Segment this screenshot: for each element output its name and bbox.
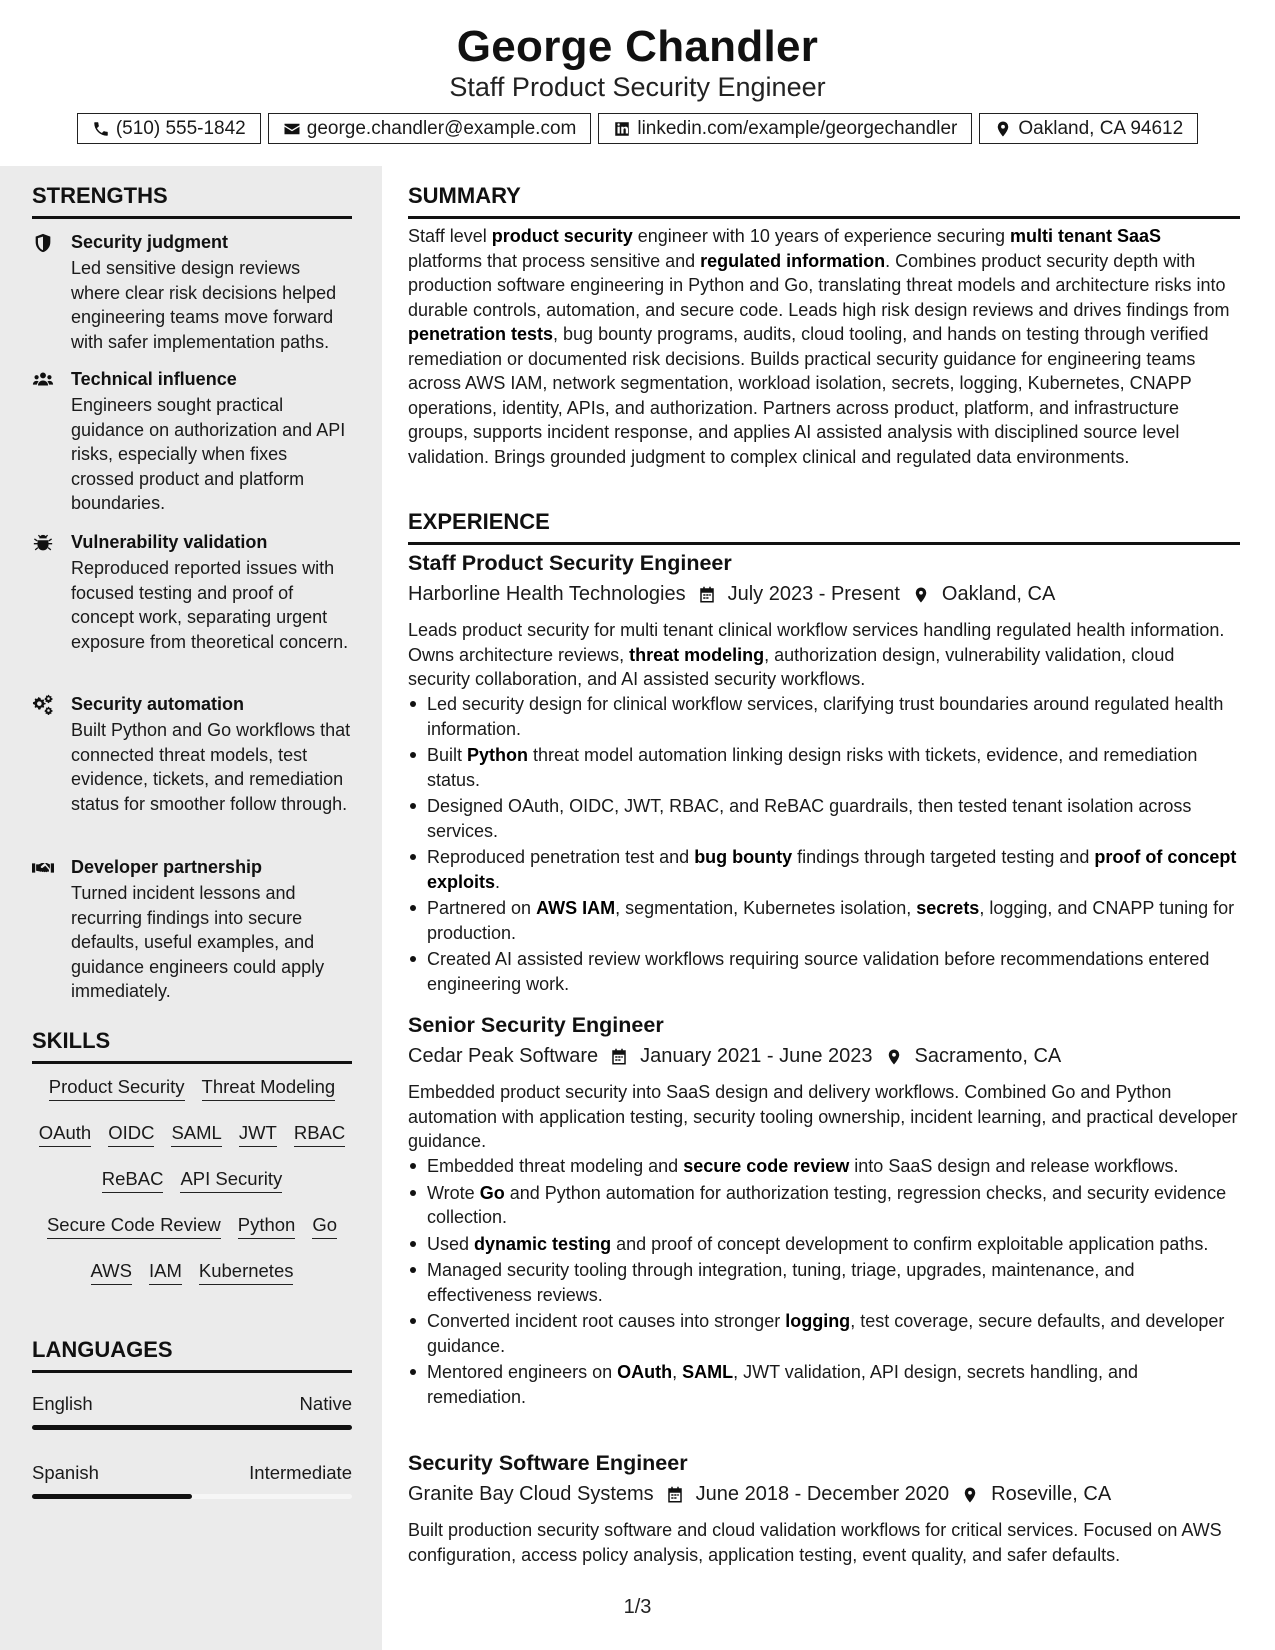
language-level-bar [32,1494,352,1499]
skill-tag: Threat Modeling [202,1076,336,1101]
calendar-icon [610,1047,628,1067]
strength-desc: Built Python and Go workflows that connected threat models, test evidence, tickets, and remediation status for smoother follow through. [71,720,351,814]
bug-icon [32,532,54,554]
strength-title: Developer partnership [71,857,263,877]
strength-desc: Turned incident lessons and recurring findings into secure defaults, useful examples, and guidance engineers could apply immediately. [71,883,325,1001]
job-title: Senior Security Engineer [408,1013,664,1037]
strength-item [32,530,352,654]
bullet-item: Mentored engineers on OAuth, SAML, JWT validation, API design, secrets handling, and remediation. [408,1360,1240,1409]
job-company: Harborline Health Technologies [408,583,686,605]
bold-term: logging [785,1311,851,1331]
bullet-item: Wrote Go and Python automation for authorization testing, regression checks, and security evidence collection. [408,1181,1240,1230]
bullet-item: Partnered on AWS IAM, segmentation, Kubernetes isolation, secrets, logging, and CNAPP tuning for production. [408,896,1240,945]
contact-bar [0,113,1275,144]
summary-heading: SUMMARY [408,183,1240,219]
strength-title: Technical influence [71,369,237,389]
job-meta [408,583,1055,606]
language-level: Native [299,1393,352,1414]
page-number: 1/3 [623,1596,652,1618]
skill-tag: API Security [180,1168,282,1193]
bold-term: multi tenant SaaS [1009,226,1161,246]
strength-item [32,855,352,1004]
strength-title: Security automation [71,694,245,714]
bullet-item: Embedded threat modeling and secure code review into SaaS design and release workflows. [408,1154,1240,1179]
job-meta [408,1045,1061,1068]
calendar-icon [698,585,716,605]
bold-term: Python [467,745,529,765]
bold-term: Go [479,1182,505,1203]
job-company: Cedar Peak Software [408,1045,599,1067]
skill-tag: OAuth [39,1122,91,1147]
candidate-title: Staff Product Security Engineer [449,72,826,102]
language-item [32,1393,352,1430]
map-pin-icon [994,120,1012,138]
strength-title: Vulnerability validation [71,532,268,552]
bullet-item: Created AI assisted review workflows requiring source validation before recommendations entered engineering work. [408,947,1240,996]
bullet-item: Reproduced penetration test and bug bounty findings through targeted testing and proof of concept exploits. [408,845,1240,894]
language-level-bar [32,1425,352,1430]
bullet-item: Converted incident root causes into stronger logging, test coverage, secure defaults, and developer guidance. [408,1309,1240,1358]
strength-desc: Led sensitive design reviews where clear risk decisions helped engineering teams move forward with safer implementation paths. [71,258,337,352]
job-location: Roseville, CA [991,1483,1112,1505]
bold-term: product security [491,226,633,246]
bold-term: bug bounty [694,847,793,867]
shield-icon [32,232,54,254]
strengths-heading: STRENGTHS [32,183,352,219]
skill-tag: Python [238,1214,296,1239]
skill-tag: ReBAC [102,1168,164,1193]
strength-desc: Engineers sought practical guidance on authorization and API risks, especially when fixes crossed product and platform boundaries. [71,395,346,513]
resume-header [0,0,1275,166]
strength-desc: Reproduced reported issues with focused testing and proof of concept work, separating urgent exposure from theoretical concern. [71,558,349,652]
language-level: Intermediate [249,1462,352,1483]
job-intro: Leads product security for multi tenant clinical workflow services handling regulated health information. Owns architecture reviews, threat modeling, authorization design, vulnerability validation, cloud security collaboration, and AI assisted security workflows. [408,620,1225,689]
job-dates: July 2023 - Present [727,583,900,605]
strength-item [32,367,352,516]
linkedin-icon [613,120,631,138]
job-intro: Embedded product security into SaaS design and delivery workflows. Combined Go and Python automation with application testing, security tooling ownership, incident learning, and practical developer guidance. [408,1082,1238,1151]
gears-icon [32,694,54,716]
bold-term: dynamic testing [474,1233,612,1254]
bullet-item: Managed security tooling through integration, tuning, triage, upgrades, maintenance, and effectiveness reviews. [408,1258,1240,1307]
skill-tag: IAM [149,1260,182,1285]
bold-term: threat modeling [629,644,765,665]
language-item [32,1462,352,1499]
skill-tag: RBAC [294,1122,345,1147]
job-bullets [408,1154,1240,1411]
job-location: Sacramento, CA [914,1045,1062,1067]
job-company: Granite Bay Cloud Systems [408,1483,654,1505]
skill-tag: Secure Code Review [47,1214,221,1239]
job-dates: January 2021 - June 2023 [640,1045,873,1067]
contact-location [979,113,1198,144]
skill-tag: OIDC [108,1122,154,1147]
contact-linkedin[interactable] [598,113,972,144]
bold-term: AWS IAM [536,898,616,918]
candidate-name: George Chandler [456,22,819,71]
contact-email-text: george.chandler@example.com [306,117,577,139]
language-name: English [32,1393,93,1414]
strength-item [32,692,352,816]
skill-tag: Go [312,1214,337,1239]
job-title: Security Software Engineer [408,1451,688,1475]
job-bullets [408,692,1240,998]
skill-tag: Kubernetes [199,1260,294,1285]
summary-text: Staff level product security engineer with 10 years of experience securing multi tenant SaaS platforms that process sensitive and regulated information. Combines product security depth with production software engineering in Python and Go, translating threat models and architecture risks into durable controls, automation, and secure code. Leads high risk design reviews and drives findings from penetration tests, bug bounty programs, audits, cloud tooling, and hands on testing through verified remediation or documented risk decisions. Builds practical security guidance for engineering teams across AWS IAM, network segmentation, workload isolation, secrets, logging, Kubernetes, CNAPP operations, identity, APIs, and authorization. Partners across product, platform, and infrastructure groups, supports incident response, and applies AI assisted analysis with disciplined source level validation. Brings grounded judgment to complex clinical and regulated data environments. [408,226,1230,467]
handshake-icon [32,857,54,879]
bold-term: secrets [916,898,980,918]
bullet-item: Led security design for clinical workflow services, clarifying trust boundaries around regulated health information. [408,692,1240,741]
job-title: Staff Product Security Engineer [408,551,732,575]
skills-heading: SKILLS [32,1028,352,1064]
job-location: Oakland, CA [941,583,1056,605]
bullet-item: Built Python threat model automation linking design risks with tickets, evidence, and remediation status. [408,743,1240,792]
strength-title: Security judgment [71,232,229,252]
skill-tag: SAML [171,1122,221,1147]
map-pin-icon [912,585,930,605]
bold-term: secure code review [683,1156,850,1176]
experience-heading: EXPERIENCE [408,509,1240,545]
skill-tag: AWS [91,1260,132,1285]
languages-heading: LANGUAGES [32,1337,352,1373]
skill-tag: Product Security [49,1076,185,1101]
language-level-fill [32,1494,192,1499]
skills-list [32,1076,352,1285]
language-level-fill [32,1425,352,1430]
contact-phone[interactable] [77,113,261,144]
skill-tag: JWT [239,1122,277,1147]
contact-location-text: Oakland, CA 94612 [1018,117,1184,139]
bold-term: SAML [682,1362,734,1382]
strength-item [32,230,352,354]
bold-term: penetration tests [408,324,554,344]
contact-email[interactable] [268,113,592,144]
phone-icon [92,120,110,138]
map-pin-icon [885,1047,903,1067]
contact-linkedin-text: linkedin.com/example/georgechandler [637,117,958,139]
envelope-icon [283,120,301,138]
users-icon [32,369,54,391]
bold-term: OAuth [617,1362,673,1382]
job-intro: Built production security software and cloud validation workflows for critical services. Focused on AWS configuration, access policy analysis, application testing, event quality, and safer defaults. [408,1520,1222,1565]
map-pin-icon [961,1485,979,1505]
calendar-icon [666,1485,684,1505]
bullet-item: Used dynamic testing and proof of concept development to confirm exploitable application paths. [408,1232,1240,1257]
bold-term: regulated information [700,250,886,271]
bullet-item: Designed OAuth, OIDC, JWT, RBAC, and ReBAC guardrails, then tested tenant isolation across services. [408,794,1240,843]
language-name: Spanish [32,1462,99,1483]
job-dates: June 2018 - December 2020 [695,1483,950,1505]
job-meta [408,1483,1111,1506]
bold-term: proof of concept exploits [427,847,1237,892]
contact-phone-text: (510) 555-1842 [115,117,246,139]
